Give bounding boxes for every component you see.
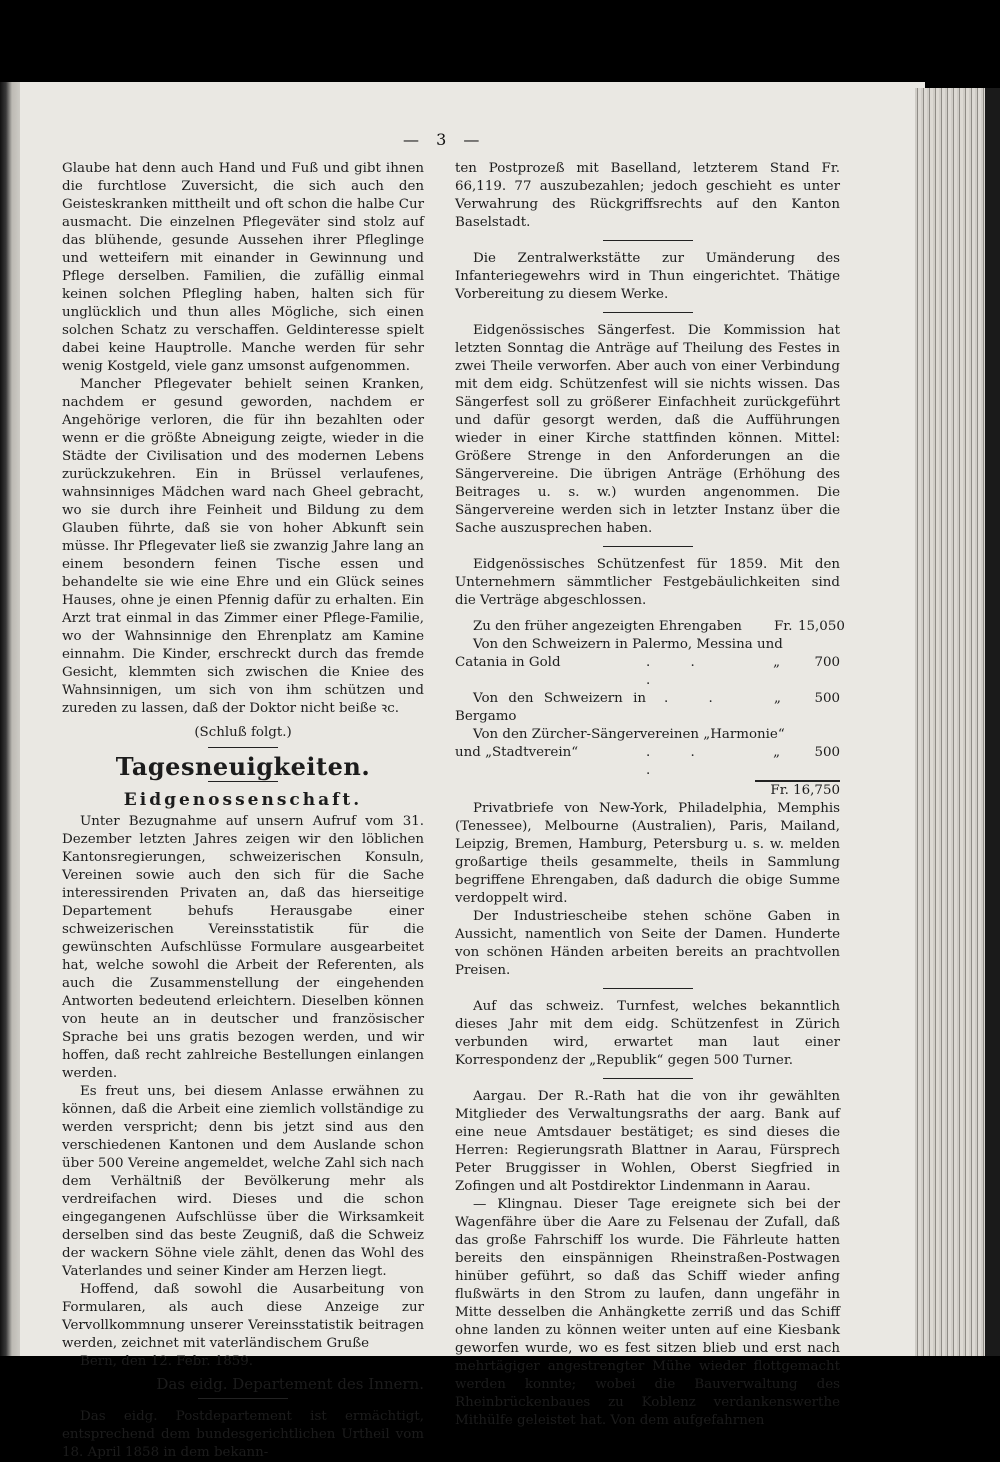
paragraph: Die Zentralwerkstätte zur Umänderung des Infanteriegewehrs wird in Thun eingerichtet. Thätige Vorbereitung zu diesem Werke. (455, 251, 840, 302)
gift-total: Fr. 16,750 (770, 783, 840, 798)
gift-list (455, 618, 845, 800)
paragraph: — Klingnau. Dieser Tage ereignete sich bei der Wagenfähre über die Aare zu Felsenau der Zufall, daß das große Fahrschiff los wurde. Die Fährleute hatten bereits den einspännigen Rheinstraßen-Postwagen hinüber geführt, so daß das Schiff wieder anfing flußwärts in den Strom zu laufen, dann ungefähr in Mitte desselben die Anhängkette zerriß und das Schiff ohne landen zu können weiter unten auf eine Kiesbank geworfen wurde, wo es fest sitzen blieb und erst nach mehrtägiger angestrengter Mühe wieder flottgemacht werden konnte; wobei die Bauverwaltung des Rheinbrückenbaues zu Koblenz verdankenswerthe Mithülfe geleistet hat. Von dem aufgefahrnen (455, 1197, 840, 1428)
gift-row: Von den Zürcher-Sängervereinen „Harmonie“ (473, 727, 785, 742)
gift-row: Catania in Gold . . . „ 700 (455, 655, 840, 688)
paragraph: Eidgenössisches Schützenfest für 1859. Mit den Unternehmern sämmtlicher Festgebäulichkeiten sind die Verträge abgeschlossen. (455, 557, 840, 608)
section-subhead: Eidgenossenschaft. (123, 790, 363, 810)
divider (198, 1398, 288, 1399)
paragraph: Mancher Pflegevater behielt seinen Kranken, nachdem er gesund geworden, nachdem er Angehörige verloren, die für ihn bezahlten oder wenn er die größte Abneigung zeigte, wieder in die Städte der Civilisation und des modernen Lebens zurückzukehren. Ein in Brüssel verlaufenes, wahnsinniges Mädchen ward nach Gheel gebracht, wo sie durch ihre Feinheit und Bildung zu dem Glauben führte, daß sie von hoher Abkunft sein müsse. Ihr Pflegevater ließ sie zwanzig Jahre lang an einem besondern feinen Tische essen und behandelte sie wie eine Ehre und ein Glück seines Hauses, ohne je einen Pfennig dafür zu erhalten. Ein Arzt trat einmal in das Zimmer einer Pflege-Familie, wo der Wahnsinnige den Ehrenplatz am Kamine einnahm. Die Kinder, erschreckt durch das fremde Gesicht, klemmten sich zwischen die Kniee des Wahnsinnigen, um sich von ihm schützen und zureden zu lassen, daß der Doktor nicht beiße ꝛc. (62, 377, 424, 716)
paragraph: Privatbriefe von New-York, Philadelphia, Memphis (Tenessee), Melbourne (Australien), Paris, Mailand, Leipzig, Bremen, Hamburg, Petersburg u. s. w. melden großartige theils gesammelte, theils in Sammlung begriffene Ehrengaben, daß dadurch die obige Summe verdoppelt wird. (455, 801, 840, 906)
dark-margin (985, 88, 1000, 1356)
paragraph: Aargau. Der R.-Rath hat die von ihr gewählten Mitglieder des Verwaltungsraths der aarg. Bank auf eine neue Amtsdauer bestätiget; es sind dieses die Herren: Regierungsrath Blattner in Aarau, Fürsprech Peter Bruggisser in Wohlen, Oberst Siegfried in Zofingen und alt Postdirektor Lindenmann in Aarau. (455, 1089, 840, 1194)
paragraph: Eidgenössisches Sängerfest. Die Kommission hat letzten Sonntag die Anträge auf Theilung des Festes in zwei Theile verworfen. Aber auch von einer Verbindung mit dem eidg. Schützenfest will sie nichts wissen. Das Sängerfest soll zu größerer Einfachheit zurückgeführt und dafür gesorgt werden, daß die Aufführungen wieder in einer Kirche stattfinden können. Mittel: Größere Strenge in den Anforderungen an die Sängervereine. Die übrigen Anträge (Erhöhung des Beitrages u. s. w.) wurden angenommen. Die Sängervereine werden sich in letzter Instanz über die Sache auszusprechen haben. (455, 323, 840, 536)
paragraph: Auf das schweiz. Turnfest, welches bekanntlich dieses Jahr mit dem eidg. Schützenfest in Zürich verbunden wird, erwartet man laut einer Korrespondenz der „Republik“ gegen 500 Turner. (455, 999, 840, 1068)
divider (603, 240, 693, 241)
gift-row: Von den Schweizern in Bergamo . . „ 500 (455, 691, 840, 724)
paragraph: Unter Bezugnahme auf unsern Aufruf vom 31. Dezember letzten Jahres zeigen wir den löblichen Kantonsregierungen, schweizerischen Konsuln, Vereinen sowie auch den sich für die Sache interessirenden Privaten an, daß das hierseitige Departement behufs Herausgabe einer schweizerischen Vereinsstatistik für die gewünschten Aufschlüsse Formulare ausgearbeitet hat, welche sowohl die Arbeit der Referenten, als auch die Zusammenstellung der eingehenden Antworten bedeutend erleichtern. Dieselben können von heute an in deutscher und französischer Sprache bei uns gratis bezogen werden, und wir hoffen, daß recht zahlreiche Bestellungen einlangen werden. (62, 814, 424, 1081)
divider (603, 988, 693, 989)
divider (603, 312, 693, 313)
paragraph: Der Industriescheibe stehen schöne Gaben in Aussicht, namentlich von Seite der Damen. Hunderte von schönen Händen arbeiten bereits an prachtvollen Preisen. (455, 909, 840, 978)
continued-note: (Schluß folgt.) (194, 725, 292, 740)
right-column (455, 160, 845, 1430)
divider (603, 546, 693, 547)
paragraph: Glaube hat denn auch Hand und Fuß und gibt ihnen die furchtlose Zuversicht, die sich auch den Geisteskranken mittheilt und oft schon die halbe Cur ausmacht. Die einzelnen Pflegeväter sind stolz auf das blühende, gesunde Aussehen ihrer Pfleglinge und wetteifern mit einander in Gewinnung und Pflege derselben. Familien, die zufällig einmal keinen solchen Pflegling haben, halten sich für unglücklich und thun alles Mögliche, sich einen solchen Schatz zu verschaffen. Geldinteresse spielt dabei keine Hauptrolle. Manche werden für sehr wenig Kostgeld, viele ganz umsonst aufgenommen. (62, 161, 424, 374)
paragraph: Hoffend, daß sowohl die Ausarbeitung von Formularen, als auch diese Anzeige zur Vervollkommnung unserer Vereinsstatistik beitragen werden, zeichnet mit vaterländischem Gruße (62, 1282, 424, 1351)
divider (208, 747, 278, 748)
gift-row: Zu den früher angezeigten Ehrengaben Fr. 15,050 (473, 619, 845, 634)
divider (208, 781, 278, 782)
left-column (62, 160, 424, 1462)
signature: Das eidg. Departement des Innern. (156, 1375, 424, 1393)
page-number: — 3 — (403, 130, 486, 149)
paragraph: Das eidg. Postdepartement ist ermächtigt, entsprechend dem bundesgerichtlichen Urtheil vom 18. April 1858 in dem bekann- (62, 1409, 424, 1460)
divider (603, 1078, 693, 1079)
gift-row: und „Stadtverein“ . . . „ 500 (455, 745, 840, 778)
section-headline: Tagesneuigkeiten. (115, 752, 371, 781)
gift-row: Von den Schweizern in Palermo, Messina und (473, 637, 783, 652)
paragraph: ten Postprozeß mit Baselland, letzterem Stand Fr. 66,119. 77 auszubezahlen; jedoch geschieht es unter Verwahrung des Rückgriffsrechts auf den Kanton Baselstadt. (455, 161, 840, 230)
dateline: Bern, den 12. Febr. 1859. (80, 1354, 254, 1369)
paragraph: Es freut uns, bei diesem Anlasse erwähnen zu können, daß die Arbeit eine ziemlich vollständige zu werden verspricht; denn bis jetzt sind aus den verschiedenen Kantonen und dem Auslande schon über 500 Vereine angemeldet, welche Zahl sich nach dem Verhältniß der Bevölkerung mehr als verdreifachen wird. Dieses und die schon eingegangenen Aufschlüsse über die Wirksamkeit derselben sind das beste Zeugniß, daß die Schweiz der wackern Söhne viele zählt, denen das Wohl des Vaterlandes und seiner Kinder am Herzen liegt. (62, 1084, 424, 1279)
